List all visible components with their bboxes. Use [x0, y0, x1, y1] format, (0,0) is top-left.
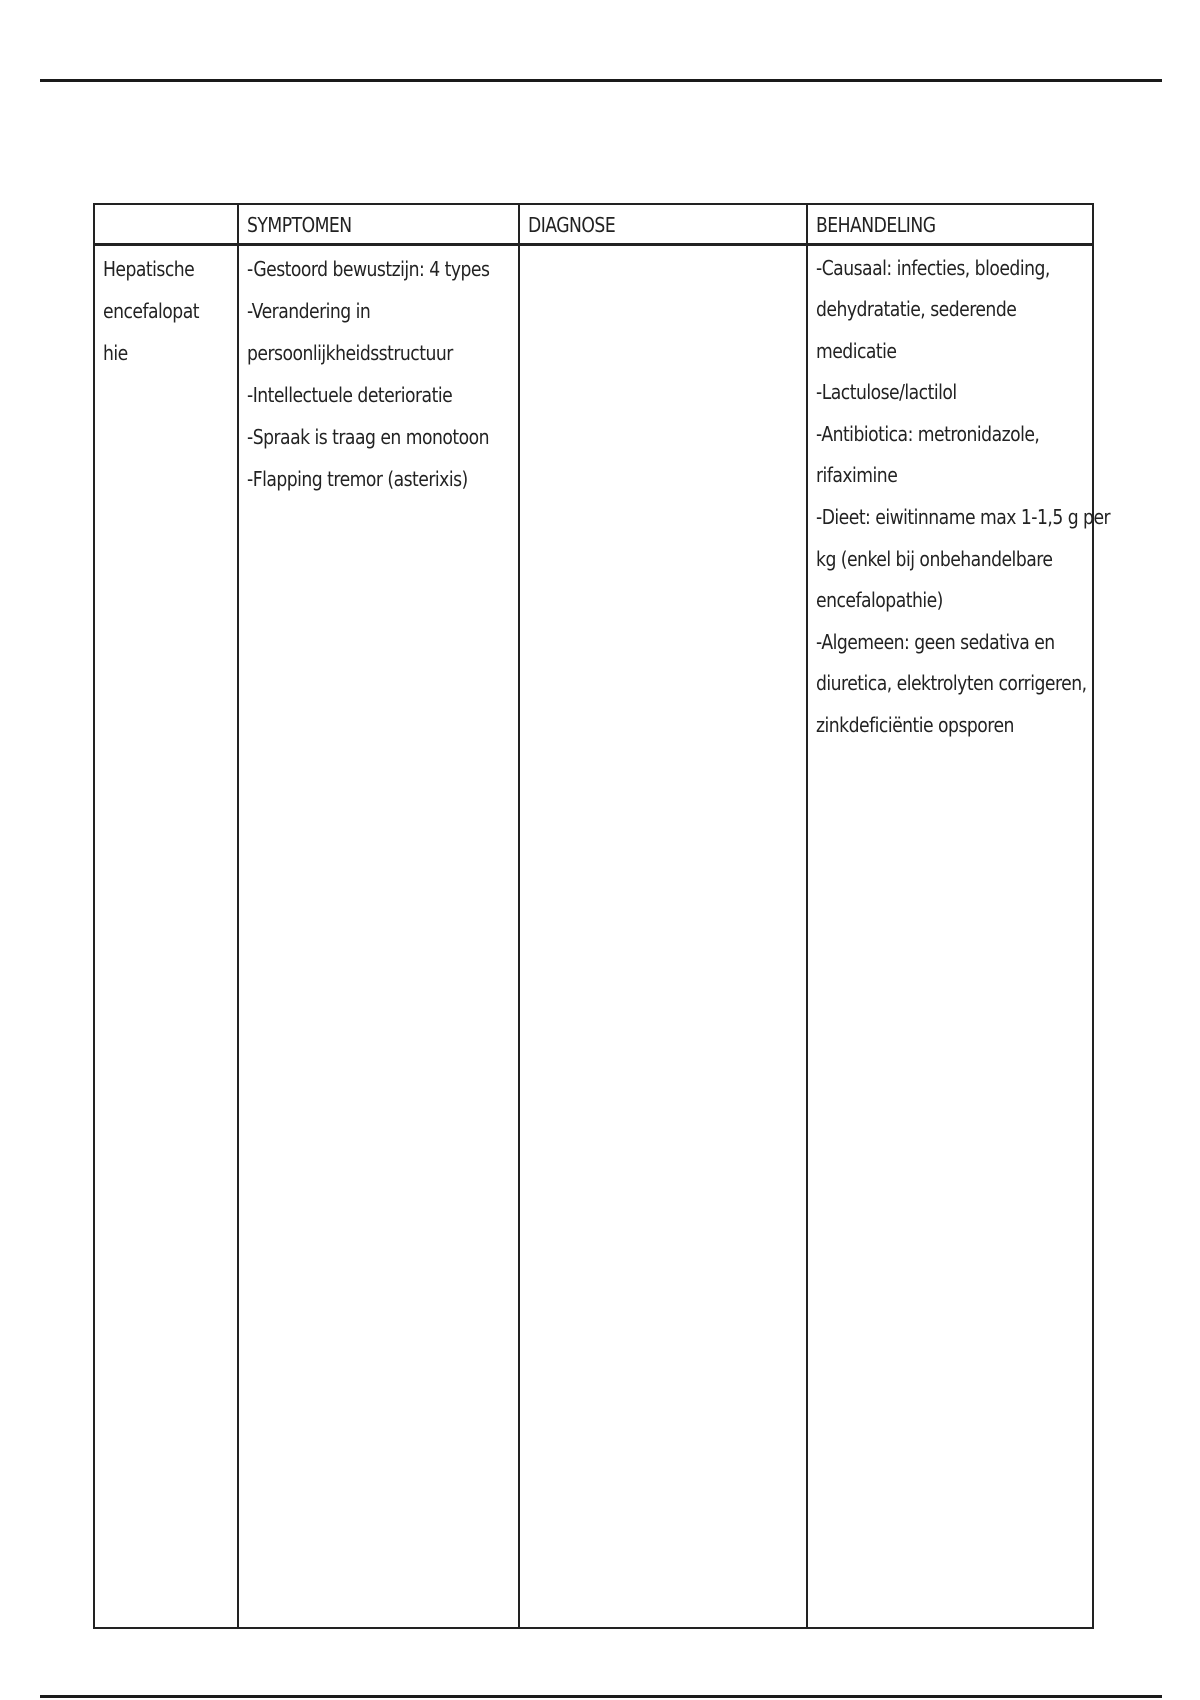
symptoms-cell	[238, 244, 519, 1628]
symptom-line: -Gestoord bewustzijn: 4 types	[247, 256, 490, 281]
treatment-line: medicatie	[816, 338, 897, 363]
header-symptoms: SYMPTOMEN	[238, 204, 519, 244]
symptom-line: -Flapping tremor (asterixis)	[247, 466, 468, 491]
table-header-row	[94, 204, 1093, 244]
symptom-line: -Intellectuele deterioratie	[247, 382, 453, 407]
header-diagnosis: DIAGNOSE	[519, 204, 807, 244]
treatment-line: -Dieet: eiwitinname max 1-1,5 g per	[816, 505, 1111, 530]
footer-rule	[40, 1695, 1162, 1698]
treatment-line: -Causaal: infecties, bloeding,	[816, 255, 1050, 280]
diagnosis-cell	[519, 244, 807, 1628]
treatment-line: -Antibiotica: metronidazole,	[816, 421, 1040, 446]
condition-name: Hepatische encefalopathie	[103, 256, 199, 365]
symptom-line: -Verandering in	[247, 298, 371, 323]
header-condition	[94, 204, 238, 244]
condition-table	[93, 203, 1111, 1629]
table-row	[94, 244, 1093, 1628]
header-treatment: BEHANDELING	[807, 204, 1093, 244]
treatment-line: -Lactulose/lactilol	[816, 380, 957, 405]
symptom-line: persoonlijkheidsstructuur	[247, 340, 453, 365]
treatment-line: rifaximine	[816, 463, 898, 488]
treatment-line: kg (enkel bij onbehandelbare	[816, 546, 1053, 571]
symptom-line: -Spraak is traag en monotoon	[247, 424, 490, 449]
treatment-line: dehydratatie, sederende	[816, 297, 1017, 322]
treatment-line: diuretica, elektrolyten corrigeren,	[816, 671, 1087, 696]
treatment-line: encefalopathie)	[816, 588, 943, 613]
treatment-cell	[807, 244, 1111, 1628]
treatment-line: zinkdeficiëntie opsporen	[816, 713, 1014, 738]
condition-cell	[94, 244, 238, 1628]
header-rule	[40, 79, 1162, 82]
treatment-line: -Algemeen: geen sedativa en	[816, 629, 1055, 654]
